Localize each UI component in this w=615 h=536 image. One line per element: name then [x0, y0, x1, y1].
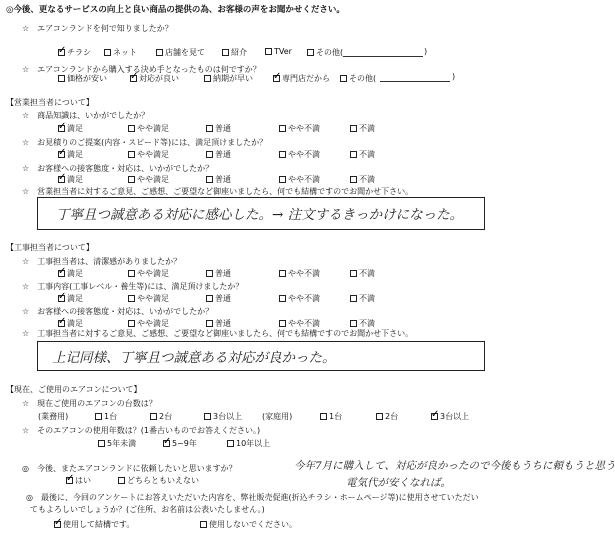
option-q2-options-0[interactable] — [58, 73, 107, 84]
option-future-options-0[interactable] — [66, 475, 91, 486]
option-work-q1-options-2[interactable] — [206, 268, 231, 279]
option-q1-options-2[interactable] — [156, 47, 205, 58]
option-sales-q3-options-3[interactable] — [279, 174, 320, 185]
future-question: ◎ 今後、またエアコンランドに依頼したいと思いますか？ — [22, 464, 237, 473]
option-sales-q3-options-4[interactable] — [350, 174, 375, 185]
option-label: 店舗を見て — [165, 48, 205, 57]
option-work-q2-options-4[interactable] — [350, 293, 375, 304]
option-label: 使用しないでください。 — [209, 520, 297, 529]
checkbox-icon[interactable] — [128, 270, 135, 277]
checkbox-icon[interactable] — [279, 151, 286, 158]
checkbox-icon[interactable] — [222, 49, 229, 56]
checkbox-icon[interactable] — [204, 413, 211, 420]
option-q2-options-4[interactable] — [340, 73, 376, 84]
checkbox-icon[interactable] — [206, 151, 213, 158]
work-comment-question: ☆ 工事担当者に対するご意見、ご感想、ご要望など御座いましたら、何でも結構ですのでお聞かせ下さい。 — [22, 329, 414, 338]
checkbox-icon[interactable] — [376, 413, 383, 420]
checkbox-icon[interactable] — [58, 270, 65, 277]
checkbox-icon[interactable] — [95, 413, 102, 420]
option-label: 普通 — [215, 124, 231, 133]
future-note-1: 今年7月に購入して、対応が良かったので今後もうちに頼もうと思う — [294, 460, 615, 472]
option-final-options-1[interactable] — [200, 519, 297, 530]
option-sales-q2-options-4[interactable] — [350, 149, 375, 160]
option-q2-options-2[interactable] — [204, 73, 253, 84]
checkbox-icon[interactable] — [128, 320, 135, 327]
checkbox-icon[interactable] — [156, 49, 163, 56]
option-label: どちらともいえない — [127, 476, 199, 485]
checkbox-icon[interactable] — [58, 125, 65, 132]
sales-q2: ☆ お見積りのご提案(内容・スピード等)には、満足頂けましたか？ — [22, 138, 268, 147]
checkbox-icon[interactable] — [118, 477, 125, 484]
option-current-home-2[interactable] — [431, 411, 469, 422]
option-label: やや不満 — [288, 269, 320, 278]
option-work-q2-options-2[interactable] — [206, 293, 231, 304]
option-sales-q1-options-3[interactable] — [279, 123, 320, 134]
option-label: 満足 — [67, 319, 83, 328]
option-label: 3台以上 — [440, 412, 470, 421]
option-q1-options-0[interactable] — [58, 47, 91, 58]
checkbox-icon[interactable] — [279, 320, 286, 327]
option-label: その他( — [349, 74, 377, 83]
option-label: やや不満 — [288, 294, 320, 303]
checkbox-icon[interactable] — [206, 320, 213, 327]
option-label: やや満足 — [137, 294, 169, 303]
option-label: 5年未満 — [107, 439, 137, 448]
q-how-known: ☆ エアコンランドを何で知りましたか？ — [22, 24, 173, 33]
option-label: 満足 — [67, 175, 83, 184]
option-label: 対応が良い — [139, 74, 179, 83]
option-sales-q1-options-0[interactable] — [58, 123, 83, 134]
final-question-line2: てもよろしいでしょうか？(ご住所、お名前は公表いたしません。) — [30, 505, 265, 514]
option-label: 使用して結構です。 — [63, 520, 135, 529]
option-label: やや不満 — [288, 150, 320, 159]
option-current-years-2[interactable] — [227, 438, 270, 449]
option-sales-q3-options-0[interactable] — [58, 174, 83, 185]
checkbox-icon[interactable] — [273, 75, 280, 82]
option-label: 不満 — [359, 175, 375, 184]
current-q2: ☆ そのエアコンの使用年数は？(1番古いものでお答えください。) — [22, 426, 261, 435]
paren-close-1: ) — [424, 47, 428, 56]
future-note-2: 電気代が安くなれば。 — [346, 477, 451, 489]
checkbox-icon[interactable] — [350, 270, 357, 277]
checkbox-icon[interactable] — [58, 320, 65, 327]
checkbox-icon[interactable] — [307, 49, 314, 56]
checkbox-icon[interactable] — [150, 413, 157, 420]
option-label: やや不満 — [288, 175, 320, 184]
q-deciding-factor: ☆ エアコンランドから購入する決め手となったものは何ですか？ — [22, 65, 261, 74]
checkbox-icon[interactable] — [279, 176, 286, 183]
option-label: 1台 — [104, 412, 118, 421]
checkbox-icon[interactable] — [279, 270, 286, 277]
option-current-business-1[interactable] — [150, 411, 172, 422]
option-label: 1台 — [329, 412, 343, 421]
work-q2: ☆ 工事内容(工事レベル・養生等)には、満足頂けましたか？ — [22, 282, 244, 291]
work-q3: ☆ お客様への接客態度・対応は、いかがでしたか？ — [22, 307, 214, 316]
option-label: 2台 — [385, 412, 399, 421]
option-label: 満足 — [67, 269, 83, 278]
other-line-2 — [380, 81, 450, 82]
work-q1: ☆ 工事担当者は、清潔感がありましたか？ — [22, 257, 182, 266]
option-sales-q2-options-0[interactable] — [58, 149, 83, 160]
option-label: 満足 — [67, 294, 83, 303]
option-q1-options-5[interactable] — [307, 47, 343, 58]
option-label: ネット — [113, 48, 137, 57]
checkbox-icon[interactable] — [431, 413, 438, 420]
option-current-home-1[interactable] — [376, 411, 398, 422]
sales-section-title: 【営業担当者について】 — [6, 98, 94, 107]
option-sales-q1-options-1[interactable] — [128, 123, 169, 134]
option-label: やや満足 — [137, 175, 169, 184]
option-label: やや満足 — [137, 124, 169, 133]
option-sales-q1-options-4[interactable] — [350, 123, 375, 134]
checkbox-icon[interactable] — [58, 49, 65, 56]
option-label: 紹介 — [231, 48, 247, 57]
checkbox-icon[interactable] — [206, 125, 213, 132]
option-label: 価格が安い — [67, 74, 107, 83]
survey-title: ◎今後、更なるサービスの向上と良い商品の提供の為、お客様の声をお聞かせください。 — [6, 5, 345, 15]
paren-close-2: ) — [452, 72, 456, 81]
option-label: 5~9年 — [172, 439, 197, 448]
option-label: 不満 — [359, 150, 375, 159]
checkbox-icon[interactable] — [206, 176, 213, 183]
option-label: 普通 — [215, 269, 231, 278]
option-sales-q3-options-2[interactable] — [206, 174, 231, 185]
checkbox-icon[interactable] — [54, 521, 61, 528]
option-label: 不満 — [359, 319, 375, 328]
checkbox-icon[interactable] — [350, 320, 357, 327]
option-label: TVer — [274, 47, 292, 56]
checkbox-icon[interactable] — [265, 48, 272, 55]
checkbox-icon[interactable] — [200, 521, 207, 528]
option-label: チラシ — [67, 48, 91, 57]
option-label: やや満足 — [137, 269, 169, 278]
checkbox-icon[interactable] — [128, 295, 135, 302]
option-label: 不満 — [359, 294, 375, 303]
option-label: 2台 — [159, 412, 173, 421]
checkbox-icon[interactable] — [58, 295, 65, 302]
checkbox-icon[interactable] — [58, 176, 65, 183]
checkbox-icon[interactable] — [227, 440, 234, 447]
checkbox-icon[interactable] — [206, 270, 213, 277]
checkbox-icon[interactable] — [163, 440, 170, 447]
option-label: やや不満 — [288, 319, 320, 328]
business-label: (業務用) — [38, 412, 69, 421]
checkbox-icon[interactable] — [128, 125, 135, 132]
checkbox-icon[interactable] — [104, 49, 111, 56]
option-label: 普通 — [215, 319, 231, 328]
checkbox-icon[interactable] — [204, 75, 211, 82]
option-current-business-2[interactable] — [204, 411, 242, 422]
checkbox-icon[interactable] — [350, 125, 357, 132]
option-q2-options-1[interactable] — [130, 73, 179, 84]
checkbox-icon[interactable] — [350, 176, 357, 183]
sales-comment-text: 丁寧且つ誠意ある対応に感心した。→ 注文するきっかけになった。 — [56, 207, 464, 223]
checkbox-icon[interactable] — [279, 295, 286, 302]
option-work-q2-options-0[interactable] — [58, 293, 83, 304]
checkbox-icon[interactable] — [350, 295, 357, 302]
sales-q1: ☆ 商品知識は、いかがでしたか？ — [22, 111, 150, 120]
option-q1-options-3[interactable] — [222, 47, 247, 58]
option-label: 納期が早い — [213, 74, 253, 83]
checkbox-icon[interactable] — [58, 151, 65, 158]
option-work-q1-options-3[interactable] — [279, 268, 320, 279]
sales-q3: ☆ お客様への接客態度・対応は、いかがでしたか？ — [22, 164, 214, 173]
option-label: 普通 — [215, 175, 231, 184]
option-label: 満足 — [67, 150, 83, 159]
checkbox-icon[interactable] — [128, 151, 135, 158]
option-work-q1-options-1[interactable] — [128, 268, 169, 279]
option-q1-options-1[interactable] — [104, 47, 137, 58]
option-q1-options-4[interactable] — [265, 47, 292, 56]
option-label: 10年以上 — [236, 439, 271, 448]
checkbox-icon[interactable] — [58, 75, 65, 82]
option-sales-q3-options-1[interactable] — [128, 174, 169, 185]
checkbox-icon[interactable] — [130, 75, 137, 82]
option-sales-q2-options-1[interactable] — [128, 149, 169, 160]
option-sales-q2-options-2[interactable] — [206, 149, 231, 160]
option-label: はい — [75, 476, 91, 485]
option-label: やや満足 — [137, 319, 169, 328]
option-work-q2-options-3[interactable] — [279, 293, 320, 304]
checkbox-icon[interactable] — [206, 295, 213, 302]
checkbox-icon[interactable] — [128, 176, 135, 183]
checkbox-icon[interactable] — [98, 440, 105, 447]
checkbox-icon[interactable] — [350, 151, 357, 158]
option-label: 3台以上 — [213, 412, 243, 421]
option-label: 満足 — [67, 124, 83, 133]
current-section-title: 【現在、ご使用のエアコンについて】 — [6, 385, 142, 394]
final-question-line1: ◎ 最後に、今回のアンケートにお答えいただいた内容を、弊社販売促進(折込チラシ・ホームページ等)に使用させていただい — [26, 493, 479, 502]
option-work-q1-options-0[interactable] — [58, 268, 83, 279]
work-comment-text: 上记同様、丁寧且つ誠意ある対応が良かった。 — [52, 350, 336, 366]
option-q2-options-3[interactable] — [273, 73, 330, 84]
option-current-home-0[interactable] — [320, 411, 342, 422]
option-sales-q2-options-3[interactable] — [279, 149, 320, 160]
option-label: 不満 — [359, 269, 375, 278]
option-label: 普通 — [215, 150, 231, 159]
work-section-title: 【工事担当者について】 — [6, 243, 94, 252]
option-sales-q1-options-2[interactable] — [206, 123, 231, 134]
checkbox-icon[interactable] — [279, 125, 286, 132]
checkbox-icon[interactable] — [340, 75, 347, 82]
other-line-1 — [343, 56, 423, 57]
sales-comment-question: ☆ 営業担当者に対するご意見、ご感想、ご要望など御座いましたら、何でも結構ですのでお聞かせ下さい。 — [22, 187, 414, 196]
option-current-business-0[interactable] — [95, 411, 117, 422]
option-label: 専門店だから — [282, 74, 330, 83]
checkbox-icon[interactable] — [66, 477, 73, 484]
option-label: やや満足 — [137, 150, 169, 159]
option-work-q1-options-4[interactable] — [350, 268, 375, 279]
option-work-q2-options-1[interactable] — [128, 293, 169, 304]
option-future-options-1[interactable] — [118, 475, 199, 486]
option-label: その他( — [316, 48, 344, 57]
option-label: やや不満 — [288, 124, 320, 133]
current-q1: ☆ 現在ご使用のエアコンの台数は？ — [22, 399, 157, 408]
option-label: 不満 — [359, 124, 375, 133]
option-label: 普通 — [215, 294, 231, 303]
option-current-years-1[interactable] — [163, 438, 197, 449]
option-current-years-0[interactable] — [98, 438, 136, 449]
checkbox-icon[interactable] — [320, 413, 327, 420]
option-final-options-0[interactable] — [54, 519, 134, 530]
home-label: (家庭用) — [262, 412, 293, 421]
